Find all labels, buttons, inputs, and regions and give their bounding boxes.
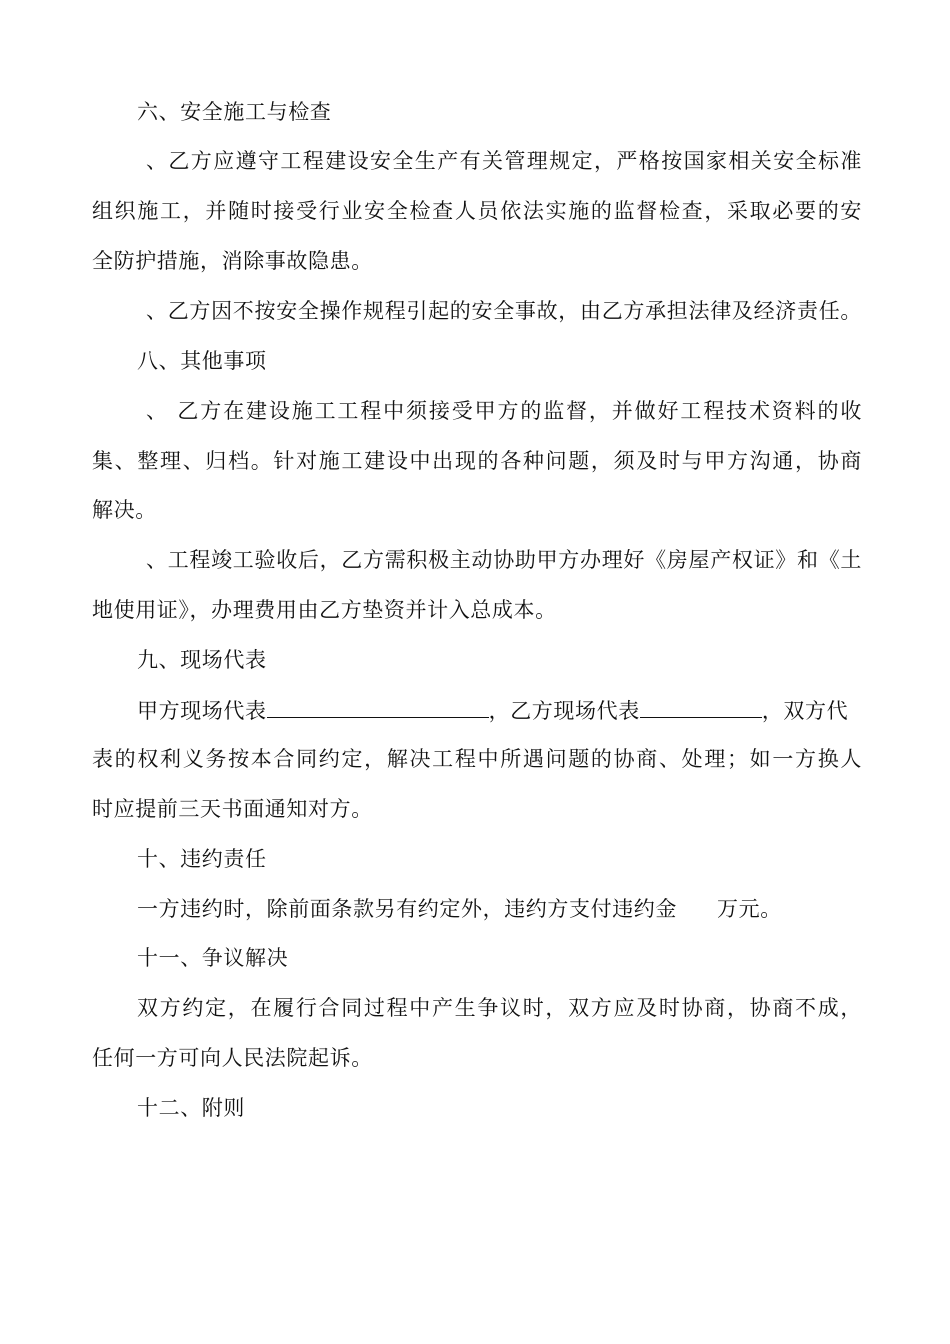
penalty-unit: 万元。 xyxy=(717,897,782,921)
section-8-item-1-line-2: 集、整理、归档。针对施工建设中出现的各种问题，须及时与甲方沟通，协商 xyxy=(92,449,862,473)
section-6-item-1-line-1: 、乙方应遵守工程建设安全生产有关管理规定，严格按国家相关安全标准 xyxy=(146,149,862,173)
section-9-heading: 九、现场代表 xyxy=(137,648,267,672)
section-10-text xyxy=(137,894,862,924)
section-8-item-1-line-1: 、 乙方在建设施工工程中须接受甲方的监督，并做好工程技术资料的收 xyxy=(146,399,862,423)
section-6-item-1-line-3: 全防护措施，消除事故隐患。 xyxy=(92,249,373,273)
section-8-item-1-line-3: 解决。 xyxy=(92,498,157,522)
party-b-representative-blank[interactable] xyxy=(640,695,762,718)
party-b-representative-label: ，乙方现场代表 xyxy=(488,699,640,723)
section-9-line-3: 时应提前三天书面通知对方。 xyxy=(92,797,373,821)
section-6-item-2-line-1: 、乙方因不按安全操作规程引起的安全事故，由乙方承担法律及经济责任。 xyxy=(146,299,862,323)
section-9-representatives-line xyxy=(137,695,862,726)
representatives-text-tail: ，双方代 xyxy=(761,699,849,723)
party-a-representative-label: 甲方现场代表 xyxy=(137,699,267,723)
section-8-item-2-line-1: 、工程竣工验收后，乙方需积极主动协助甲方办理好《房屋产权证》和《土 xyxy=(146,548,862,572)
section-9-line-2: 表的权利义务按本合同约定，解决工程中所遇问题的协商、处理；如一方换人 xyxy=(92,747,862,771)
section-12-heading: 十二、附则 xyxy=(137,1096,245,1120)
section-6-heading: 六、安全施工与检查 xyxy=(137,100,332,124)
section-11-line-1: 双方约定，在履行合同过程中产生争议时，双方应及时协商，协商不成， xyxy=(137,996,862,1020)
penalty-text: 一方违约时，除前面条款另有约定外，违约方支付违约金 xyxy=(137,897,677,921)
section-8-heading: 八、其他事项 xyxy=(137,349,267,373)
section-11-heading: 十一、争议解决 xyxy=(137,946,289,970)
party-a-representative-blank[interactable] xyxy=(267,695,489,718)
section-10-heading: 十、违约责任 xyxy=(137,847,267,871)
section-6-item-1-line-2: 组织施工，并随时接受行业安全检查人员依法实施的监督检查，采取必要的安 xyxy=(92,199,862,223)
section-11-line-2: 任何一方可向人民法院起诉。 xyxy=(92,1046,373,1070)
section-8-item-2-line-2: 地使用证》，办理费用由乙方垫资并计入总成本。 xyxy=(92,598,557,622)
